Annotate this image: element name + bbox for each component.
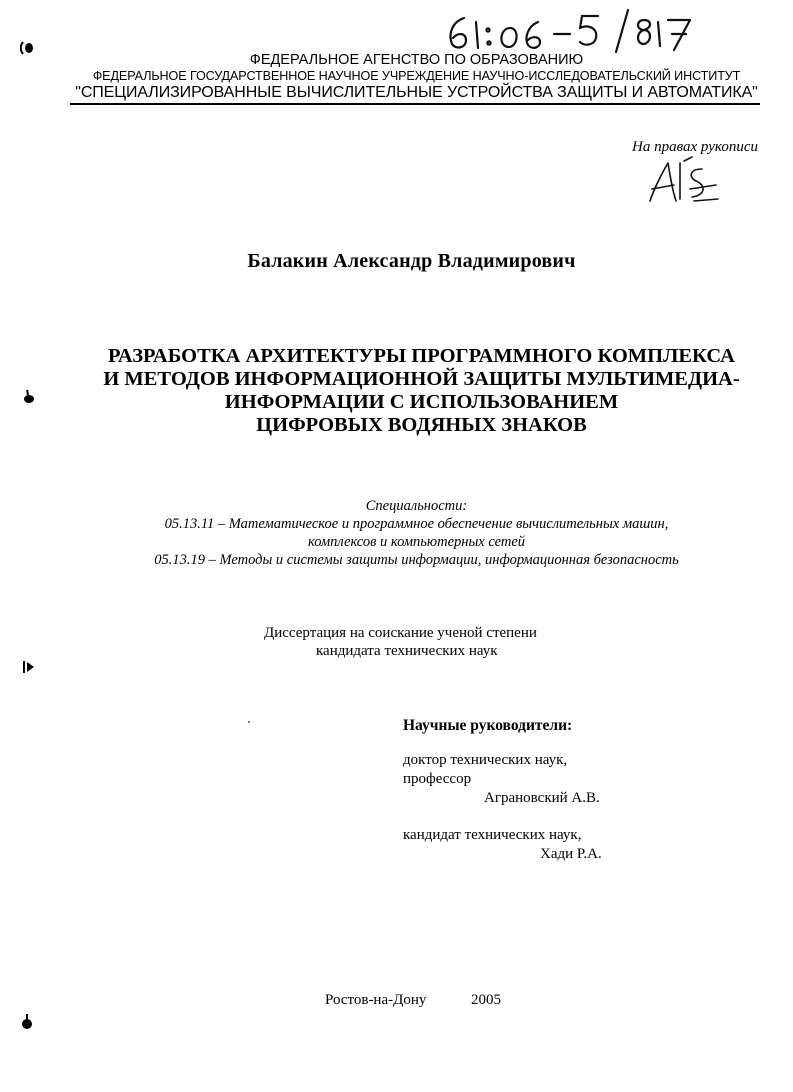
title-line: ЦИФРОВЫХ ВОДЯНЫХ ЗНАКОВ <box>256 414 587 436</box>
degree-statement <box>264 624 537 660</box>
city: Ростов-на-Дону <box>325 992 427 1008</box>
institute-name: "СПЕЦИАЛИЗИРОВАННЫЕ ВЫЧИСЛИТЕЛЬНЫЕ УСТРОЙСТВА ЗАЩИТЫ И АВТОМАТИКА" <box>75 84 758 101</box>
specialties-heading: Специальности: <box>365 498 468 514</box>
advisors-heading: Научные руководители: <box>403 717 573 734</box>
institution-type: ФЕДЕРАЛЬНОЕ ГОСУДАРСТВЕННОЕ НАУЧНОЕ УЧРЕЖДЕНИЕ НАУЧНО-ИССЛЕДОВАТЕЛЬСКИЙ ИНСТИТУТ <box>92 69 741 83</box>
title-line: ИНФОРМАЦИИ С ИСПОЛЬЗОВАНИЕМ <box>224 391 619 413</box>
advisor-2-degree: кандидат технических наук, <box>403 827 582 843</box>
scan-speck <box>248 721 250 723</box>
dissertation-title <box>0 345 793 437</box>
header-divider <box>70 103 760 105</box>
advisor-1-rank: профессор <box>403 771 472 787</box>
specialty-line: 05.13.19 – Методы и системы защиты информации, информационная безопасность <box>154 552 679 568</box>
specialties-block <box>0 497 793 569</box>
manuscript-rights-note: На правах рукописи <box>632 139 758 155</box>
advisor-2-name: Хади Р.А. <box>540 846 602 862</box>
title-line: И МЕТОДОВ ИНФОРМАЦИОННОЙ ЗАЩИТЫ МУЛЬТИМЕДИА- <box>103 368 740 390</box>
specialty-line: 05.13.11 – Математическое и программное обеспечение вычислительных машин, <box>164 516 669 532</box>
author-name: Балакин Александр Владимирович <box>247 250 576 272</box>
handwritten-archive-number <box>432 8 702 54</box>
handwritten-signature <box>640 155 730 207</box>
specialty-line: комплексов и компьютерных сетей <box>307 534 526 550</box>
scan-binding-mark <box>22 659 36 675</box>
year: 2005 <box>471 992 501 1008</box>
advisor-1-name: Аграновский А.В. <box>484 790 600 806</box>
agency-name: ФЕДЕРАЛЬНОЕ АГЕНСТВО ПО ОБРАЗОВАНИЮ <box>249 52 584 68</box>
scan-binding-mark <box>20 1014 34 1030</box>
title-line: РАЗРАБОТКА АРХИТЕКТУРЫ ПРОГРАММНОГО КОМПЛЕКСА <box>108 345 735 367</box>
advisor-1-degree: доктор технических наук, <box>403 752 568 768</box>
degree-line: Диссертация на соискание ученой степени <box>264 625 537 641</box>
degree-line: кандидата технических наук <box>316 643 498 659</box>
